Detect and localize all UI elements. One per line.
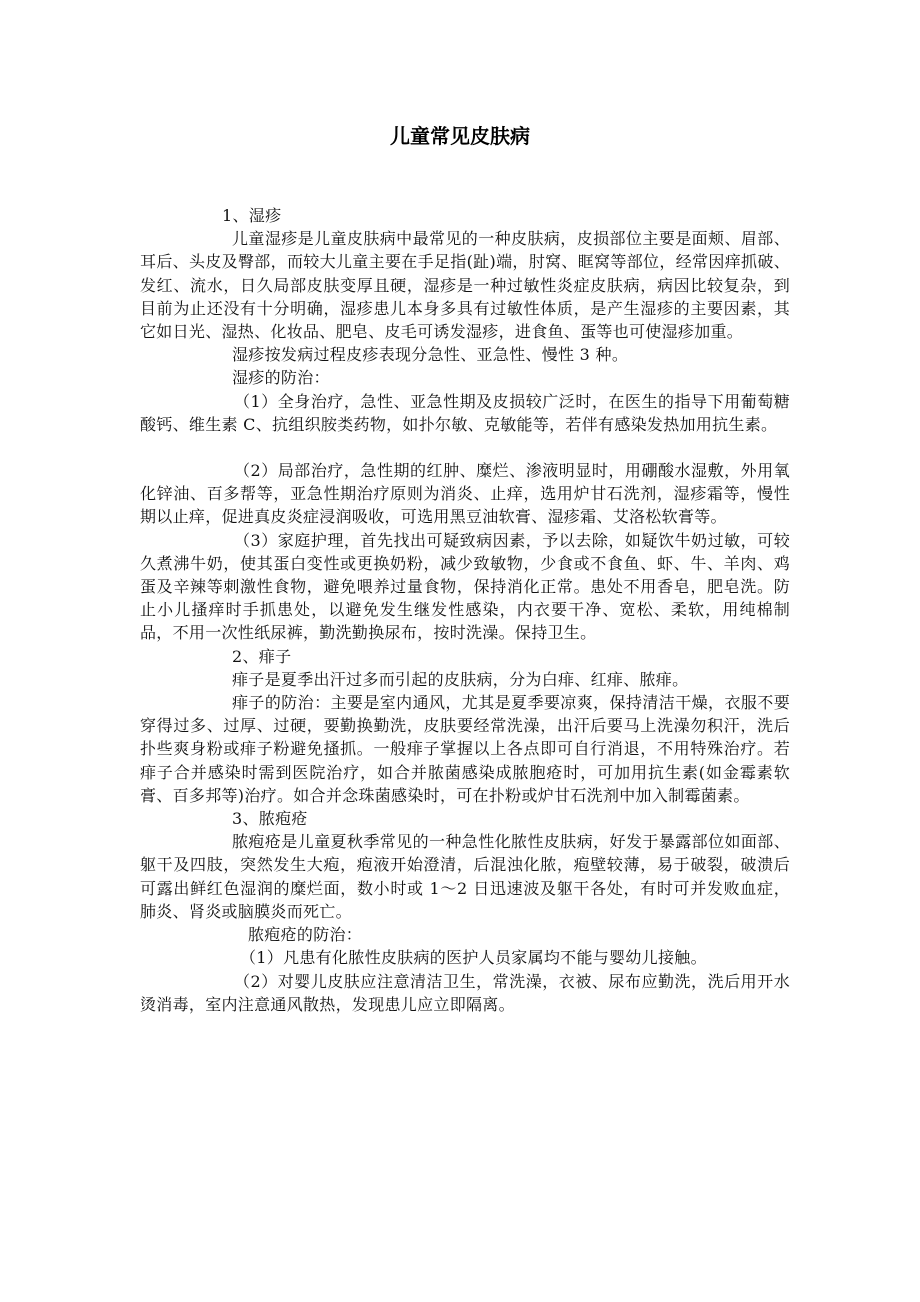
paragraph-prickly-heat-treatment: 痱子的防治：主要是室内通风，尤其是夏季要凉爽，保持清洁干燥，衣服不要穿得过多、过厚、过硬，要勤换勤洗，皮肤要经常洗澡，出汗后要马上洗澡勿积汗，洗后扑些爽身粉或痱子粉避免搔抓。一般痱子掌握以上各点即可自行消退，不用特殊治疗。若痱子合并感染时需到医院治疗，如合并脓菌感染成脓胞疮时，可加用抗生素(如金霉素软膏、百多邦等)治疗。如合并念珠菌感染时，可在扑粉或炉甘石洗剂中加入制霉菌素。 — [140, 693, 790, 805]
paragraph-eczema-home-care: （3）家庭护理，首先找出可疑致病因素，予以去除，如疑饮牛奶过敏，可较久煮沸牛奶，使其蛋白变性或更换奶粉，减少致敏物，少食或不食鱼、虾、牛、羊肉、鸡蛋及辛辣等刺激性食物，避免喂养过量食物，保持消化正常。患处不用香皂，肥皂洗。防止小儿搔痒时手抓患处，以避免发生继发性感染，内衣要干净、宽松、柔软，用纯棉制品，不用一次性纸尿裤，勤洗勤换尿布，按时洗澡。保持卫生。 — [140, 530, 790, 643]
paragraph-eczema-types: 湿疹按发病过程皮疹表现分急性、亚急性、慢性 3 种。 — [232, 345, 629, 365]
paragraph-impetigo-intro: 脓疱疮是儿童夏秋季常见的一种急性化脓性皮肤病，好发于暴露部位如面部、躯干及四肢，突然发生大疱，疱液开始澄清，后混浊化脓，疱壁较薄，易于破裂，破溃后可露出鲜红色湿润的糜烂面，数小时或 1～2 日迅速波及躯干各处，有时可并发败血症，肺炎、肾炎或脑膜炎而死亡。 — [140, 832, 790, 921]
paragraph-eczema-local: （2）局部治疗，急性期的红肿、糜烂、渗液明显时，用硼酸水湿敷，外用氧化锌油、百多帮等，亚急性期治疗原则为消炎、止痒，选用炉甘石洗剂，湿疹霜等，慢性期以止痒，促进真皮炎症浸润吸收，可选用黑豆油软膏、湿疹霜、艾洛松软膏等。 — [140, 461, 790, 527]
paragraph-prickly-heat-intro: 痱子是夏季出汗过多而引起的皮肤病，分为白痱、红痱、脓痱。 — [232, 669, 689, 689]
section-heading-impetigo: 3、脓疱疮 — [232, 809, 308, 829]
paragraph-eczema-systemic: （1）全身治疗，急性、亚急性期及皮损较广泛时，在医生的指导下用葡萄糖酸钙、维生素 C、抗组织胺类药物，如扑尔敏、克敏能等，若伴有感染发热加用抗生素。 — [140, 391, 790, 434]
paragraph-eczema-intro: 儿童湿疹是儿童皮肤病中最常见的一种皮肤病，皮损部位主要是面颊、眉部、耳后、头皮及臀部，而较大儿童主要在手足指(趾)端，肘窝、眶窝等部位，经常因痒抓破、发红、流水，日久局部皮肤变厚且硬，湿疹是一种过敏性炎症皮肤病，病因比较复杂，到目前为止还没有十分明确，湿疹患儿本身多具有过敏性体质，是产生湿疹的主要因素，其它如日光、湿热、化妆品、肥皂、皮毛可诱发湿疹，进食鱼、蛋等也可使湿疹加重。 — [140, 229, 790, 342]
paragraph-impetigo-treatment-heading: 脓疱疮的防治： — [248, 925, 363, 945]
document-body — [140, 204, 790, 1016]
blank-line — [140, 436, 790, 459]
paragraph-impetigo-item-1: （1）凡患有化脓性皮肤病的医护人员家属均不能与婴幼儿接触。 — [240, 948, 707, 968]
section-heading-eczema: 1、湿疹 — [222, 206, 282, 225]
paragraph-impetigo-item-2: （2）对婴儿皮肤应注意清洁卫生，常洗澡，衣被、尿布应勤洗，洗后用开水烫消毒，室内注意通风散热，发现患儿应立即隔离。 — [140, 971, 790, 1014]
document-title: 儿童常见皮肤病 — [390, 124, 530, 148]
paragraph-eczema-treatment-heading: 湿疹的防治： — [232, 368, 330, 388]
section-heading-prickly-heat: 2、痱子 — [232, 646, 292, 666]
